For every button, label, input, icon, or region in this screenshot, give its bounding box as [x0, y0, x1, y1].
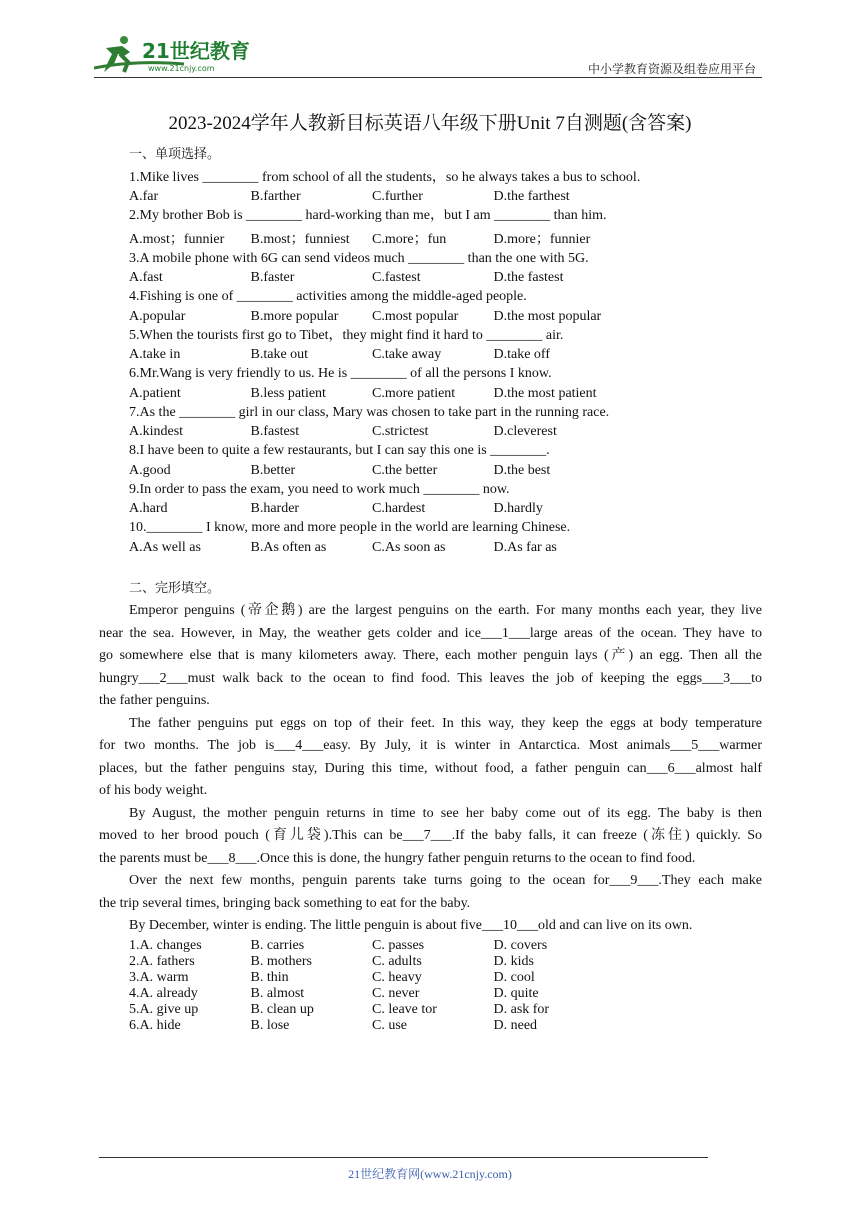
option: B.take out — [250, 347, 309, 362]
options-row — [99, 347, 762, 363]
option: D.cleverest — [493, 424, 557, 439]
question-stem: 3.A mobile phone with 6G can send videos much ________ than the one with 5G. — [129, 250, 589, 266]
option: D. need — [493, 1017, 538, 1033]
option: A.hard — [129, 501, 168, 516]
logo-url: www.21cnjy.com — [148, 64, 215, 73]
option: B.fastest — [250, 424, 300, 439]
section-gap — [99, 556, 762, 578]
option: C. use — [372, 1017, 407, 1033]
option: B.more popular — [250, 308, 339, 324]
option: C.most popular — [372, 308, 459, 324]
question-stem: 9.In order to pass the exam, you need to work much ________ now. — [129, 481, 510, 497]
option: C. heavy — [372, 969, 422, 985]
option: B.farther — [250, 189, 301, 204]
cloze-options-row — [99, 954, 762, 970]
platform-label: 中小学教育资源及组卷应用平台 — [587, 62, 756, 76]
option: C. adults — [372, 953, 422, 969]
option: C.take away — [372, 347, 442, 362]
question-stem: 4.Fishing is one of ________ activities among the middle-aged people. — [129, 289, 527, 304]
question-stem: 1.Mike lives ________ from school of all the students，so he always takes a bus to school. — [129, 169, 641, 185]
option: D. quite — [493, 985, 539, 1001]
option: D.take off — [493, 347, 550, 362]
option: B.most；funniest — [250, 231, 350, 247]
option: C. never — [372, 985, 420, 1001]
option: C.the better — [372, 462, 438, 478]
logo-text: 21世纪教育 — [142, 39, 250, 63]
options-row — [99, 424, 762, 440]
paragraph-line: the parents must be___8___.Once this is done, the hungry father penguin returns to the ocean to find food. — [99, 850, 696, 866]
cloze-paragraph — [99, 600, 762, 713]
option: C.further — [372, 189, 423, 204]
footer-divider — [99, 1157, 708, 1158]
cloze-options-row — [99, 938, 762, 954]
options-row — [99, 386, 762, 402]
option: D. covers — [493, 937, 548, 953]
document-body — [99, 144, 762, 1034]
option: D. ask for — [493, 1001, 550, 1017]
option: 3.A. warm — [129, 969, 189, 985]
paragraph-line: the father penguins. — [99, 693, 210, 708]
option: C. passes — [372, 937, 425, 953]
question-stem: 2.My brother Bob is ________ hard-working than me，but I am ________ than him. — [129, 208, 607, 223]
option: B. carries — [250, 937, 305, 953]
options-row — [99, 228, 762, 248]
option: D. kids — [493, 953, 534, 969]
option: A.As well as — [129, 539, 201, 555]
option: B. almost — [250, 985, 305, 1001]
options-row — [99, 540, 762, 556]
option: C.hardest — [372, 501, 426, 516]
option: B.faster — [250, 270, 295, 285]
cloze-paragraph — [99, 870, 762, 915]
question-stem: 7.As the ________ girl in our class, Mary was chosen to take part in the running race. — [129, 404, 610, 420]
option: A.kindest — [129, 424, 184, 439]
question-stem: 10.________ I know, more and more people in the world are learning Chinese. — [129, 520, 571, 535]
options-row — [99, 270, 762, 286]
option: A.take in — [129, 347, 181, 362]
option: 2.A. fathers — [129, 953, 195, 969]
paragraph-line: hungry___2___must walk back to the ocean to find food. This leaves the job of keeping the eggs___3___to — [99, 670, 762, 686]
question-stem: 8.I have been to quite a few restaurants, but I can say this one is ________. — [129, 443, 550, 458]
option: A.far — [129, 189, 159, 204]
page-header — [94, 34, 762, 78]
paragraph-line: the trip several times, bringing back something to eat for the baby. — [99, 895, 471, 911]
option: 6.A. hide — [129, 1017, 181, 1033]
option: A.most；funnier — [129, 231, 225, 247]
option: B. thin — [250, 969, 289, 985]
option: B. lose — [250, 1017, 290, 1033]
option: B.As often as — [250, 539, 327, 555]
option: B.harder — [250, 501, 300, 516]
option: C.strictest — [372, 424, 429, 439]
option: C.more；fun — [372, 231, 447, 247]
option: 4.A. already — [129, 985, 198, 1001]
paragraph-line: go somewhere else that is many kilometers away. There, each mother penguin lays (产) an egg. Then all the — [99, 648, 762, 663]
option: D.the best — [493, 462, 551, 478]
option: D.the most popular — [493, 308, 602, 324]
section-heading-2: 二、完形填空。 — [129, 580, 221, 596]
paragraph-line: The father penguins put eggs on top of their feet. In this way, they keep the eggs at body temperature — [129, 715, 762, 731]
site-logo — [94, 34, 264, 76]
cloze-options-row — [99, 986, 762, 1002]
option: D.the most patient — [493, 385, 597, 401]
paragraph-line: Over the next few months, penguin parents take turns going to the ocean for___9___.They each make — [129, 873, 762, 888]
option: D.the farthest — [493, 189, 570, 204]
option: C.fastest — [372, 270, 421, 285]
cloze-options-row — [99, 1018, 762, 1034]
cloze-section — [99, 600, 762, 1034]
option: B. mothers — [250, 953, 312, 969]
option: C.more patient — [372, 385, 456, 401]
paragraph-line: places, but the father penguins stay, During this time, without food, a father penguin can___6___almost half — [99, 760, 762, 776]
option: A.popular — [129, 308, 186, 324]
option: D.more；funnier — [493, 231, 591, 247]
option: C. leave tor — [372, 1001, 437, 1017]
option: A.patient — [129, 385, 181, 401]
option: 1.A. changes — [129, 937, 202, 953]
cloze-paragraph — [99, 803, 762, 871]
options-row — [99, 463, 762, 479]
option: A.good — [129, 462, 171, 478]
option: B.less patient — [250, 385, 326, 401]
option: D.hardly — [493, 501, 543, 516]
options-row — [99, 309, 762, 325]
option: D. cool — [493, 969, 535, 985]
single-choice-section — [99, 167, 762, 556]
header-divider — [94, 77, 762, 78]
option: D.As far as — [493, 539, 557, 555]
option: B.better — [250, 462, 296, 478]
option: 5.A. give up — [129, 1001, 199, 1017]
option: A.fast — [129, 270, 163, 285]
option: D.the fastest — [493, 270, 564, 285]
paragraph-line: of his body weight. — [99, 783, 208, 798]
paragraph-line: By August, the mother penguin returns in time to see her baby come out of its egg. The baby is then — [129, 805, 762, 821]
page-title: 2023-2024学年人教新目标英语八年级下册Unit 7自测题(含答案) — [168, 113, 692, 134]
option: B. clean up — [250, 1001, 314, 1017]
cloze-options-row — [99, 1002, 762, 1018]
page-footer: 21世纪教育网(www.21cnjy.com) — [348, 1167, 512, 1181]
cloze-paragraph — [99, 713, 762, 803]
cloze-options-row — [99, 970, 762, 986]
options-row — [99, 189, 762, 205]
cloze-paragraph — [99, 915, 762, 938]
paragraph-line: moved to her brood pouch (育儿袋).This can be___7___.If the baby falls, it can freeze (冻住) quickly. So — [99, 828, 762, 843]
question-stem: 5.When the tourists first go to Tibet，they might find it hard to ________ air. — [129, 327, 564, 343]
question-stem: 6.Mr.Wang is very friendly to us. He is ________ of all the persons I know. — [129, 366, 552, 381]
paragraph-line: for two months. The job is___4___easy. By July, it is winter in Antarctica. Most animals___5___warmer — [99, 738, 762, 753]
options-row — [99, 501, 762, 517]
paragraph-line: near the sea. However, in May, the weather gets colder and ice___1___large areas of the ocean. They have to — [99, 625, 762, 641]
section-heading-1: 一、单项选择。 — [129, 147, 221, 162]
paragraph-line: By December, winter is ending. The little penguin is about five___10___old and can live on its own. — [129, 918, 693, 933]
paragraph-line: Emperor penguins (帝企鹅) are the largest penguins on the earth. For many months each year, they live — [129, 603, 762, 618]
option: C.As soon as — [372, 539, 446, 555]
